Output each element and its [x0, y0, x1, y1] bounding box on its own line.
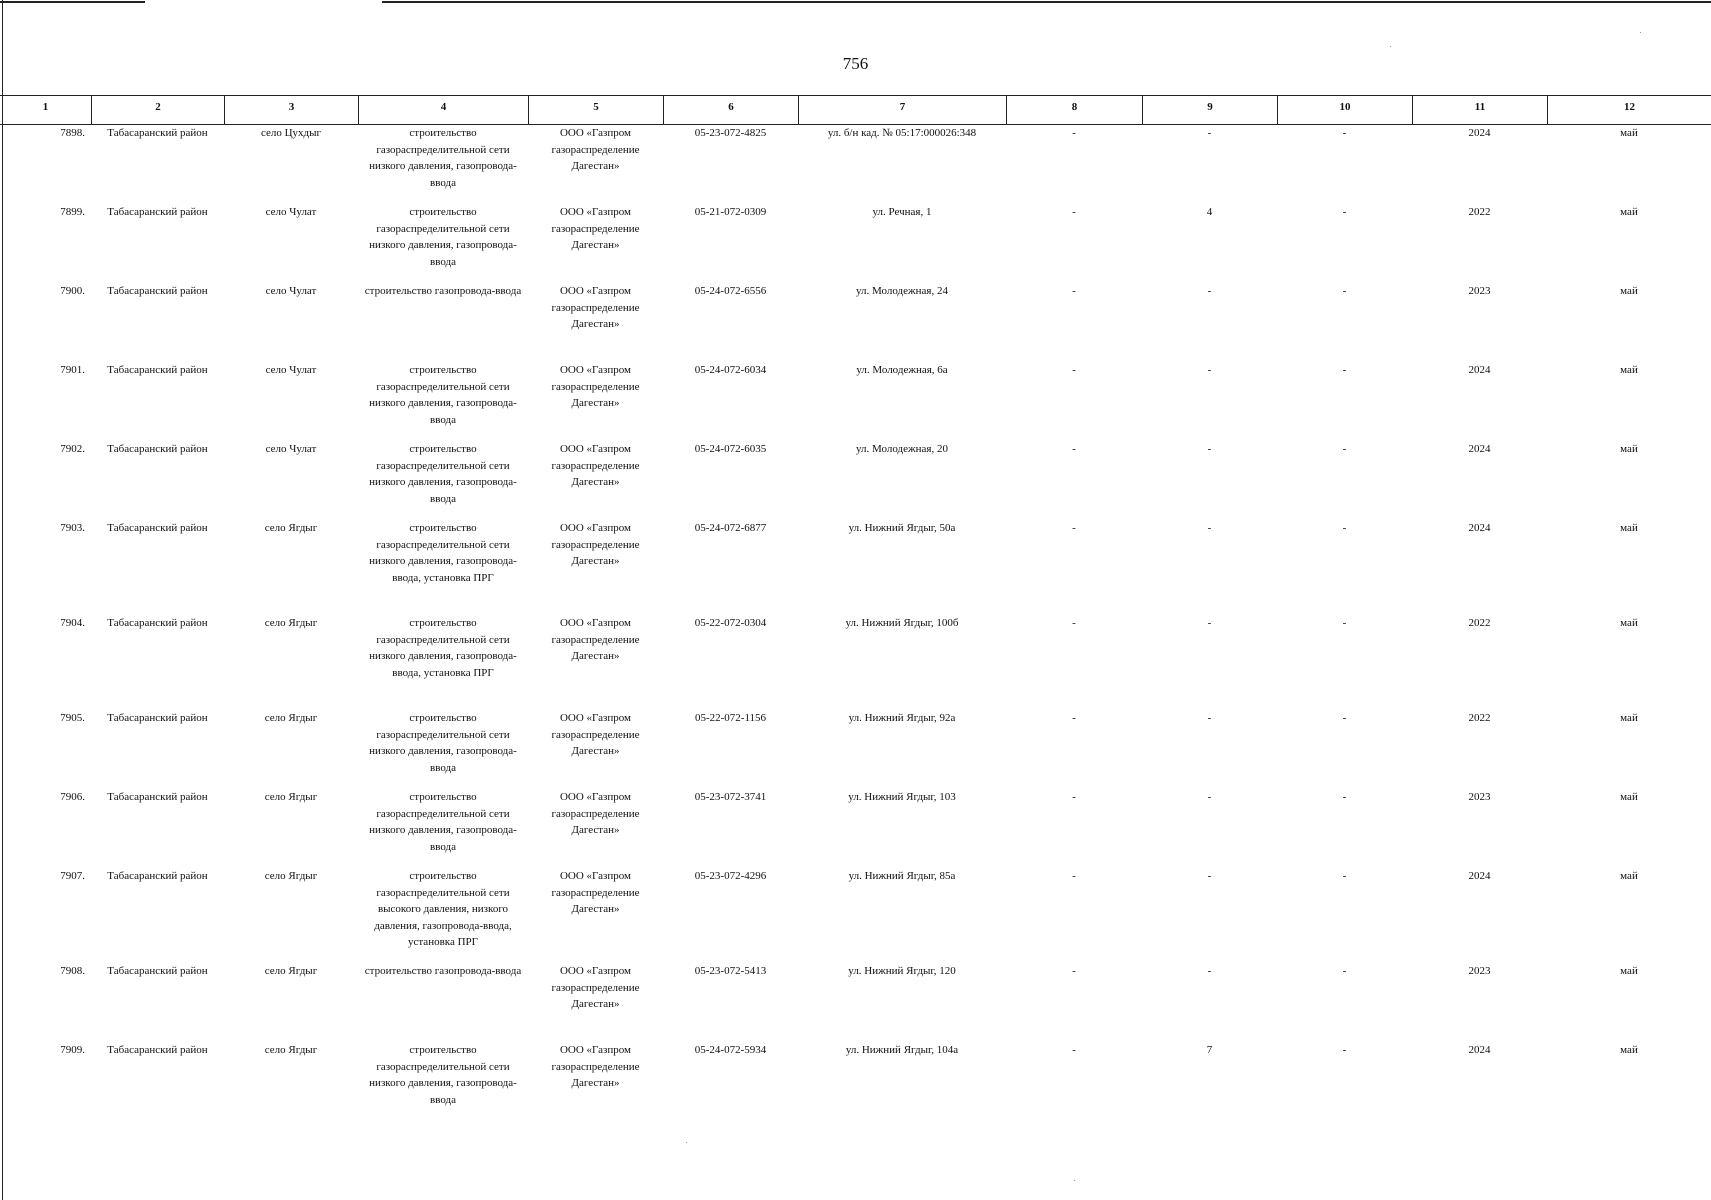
- cell-col-9: -: [1207, 791, 1212, 803]
- cell-organization: ООО «Газпром газораспределение Дагестан»: [551, 206, 640, 251]
- cell-col-10: -: [1342, 443, 1347, 455]
- cell-row-number: 7900.: [60, 285, 85, 297]
- cell-work-description: строительство газопровода-ввода: [364, 965, 522, 977]
- cell-district: Табасаранский район: [107, 870, 208, 882]
- cell-col-10: -: [1342, 712, 1347, 724]
- cell-year: 2024: [1468, 364, 1491, 376]
- cell-address: ул. Молодежная, 20: [856, 443, 948, 455]
- cell-row-number: 7908.: [60, 965, 85, 977]
- cell-application-code: 05-24-072-6034: [694, 364, 767, 376]
- cell-district: Табасаранский район: [107, 522, 208, 534]
- cell-district: Табасаранский район: [107, 127, 208, 139]
- column-header-8: 8: [1006, 96, 1142, 124]
- cell-district: Табасаранский район: [107, 965, 208, 977]
- cell-month: май: [1620, 712, 1638, 724]
- cell-district: Табасаранский район: [107, 791, 208, 803]
- cell-col-10: -: [1342, 364, 1347, 376]
- cell-month: май: [1620, 127, 1638, 139]
- cell-application-code: 05-24-072-5934: [694, 1044, 767, 1056]
- cell-col-8: -: [1072, 206, 1076, 218]
- cell-settlement: село Чулат: [265, 285, 317, 297]
- cell-month: май: [1620, 965, 1638, 977]
- cell-row-number: 7905.: [60, 712, 85, 724]
- cell-month: май: [1620, 617, 1638, 629]
- cell-settlement: село Ягдыг: [264, 617, 318, 629]
- cell-col-8: -: [1072, 965, 1076, 977]
- cell-col-10: -: [1342, 870, 1347, 882]
- top-rule: [382, 1, 1711, 3]
- cell-col-9: -: [1207, 617, 1212, 629]
- cell-application-code: 05-23-072-3741: [694, 791, 767, 803]
- cell-work-description: строительство газораспределительной сети низкого давления, газопровода-ввода, установка ПРГ: [369, 617, 517, 679]
- cell-address: ул. Речная, 1: [872, 206, 932, 218]
- cell-address: ул. Нижний Ягдыг, 85а: [848, 870, 956, 882]
- cell-settlement: село Чулат: [265, 206, 317, 218]
- cell-application-code: 05-21-072-0309: [694, 206, 767, 218]
- column-header-6: 6: [663, 96, 798, 124]
- cell-month: май: [1620, 870, 1638, 882]
- cell-year: 2024: [1468, 443, 1491, 455]
- cell-district: Табасаранский район: [107, 712, 208, 724]
- cell-organization: ООО «Газпром газораспределение Дагестан»: [551, 522, 640, 567]
- cell-row-number: 7906.: [60, 791, 85, 803]
- cell-month: май: [1620, 206, 1638, 218]
- cell-col-9: 4: [1206, 206, 1213, 218]
- cell-col-9: -: [1207, 870, 1212, 882]
- cell-col-8: -: [1072, 285, 1076, 297]
- cell-address: ул. Нижний Ягдыг, 120: [848, 965, 956, 977]
- cell-organization: ООО «Газпром газораспределение Дагестан»: [551, 1044, 640, 1089]
- cell-organization: ООО «Газпром газораспределение Дагестан»: [551, 965, 640, 1010]
- cell-address: ул. Нижний Ягдыг, 103: [848, 791, 956, 803]
- cell-settlement: село Ягдыг: [264, 1044, 318, 1056]
- cell-organization: ООО «Газпром газораспределение Дагестан»: [551, 443, 640, 488]
- cell-col-8: -: [1072, 443, 1076, 455]
- cell-year: 2023: [1468, 285, 1491, 297]
- cell-col-9: -: [1207, 965, 1212, 977]
- cell-address: ул. Молодежная, 6а: [856, 364, 948, 376]
- cell-settlement: село Ягдыг: [264, 965, 318, 977]
- page-left-edge: [2, 0, 3, 1200]
- cell-organization: ООО «Газпром газораспределение Дагестан»: [551, 364, 640, 409]
- cell-col-8: -: [1072, 617, 1076, 629]
- cell-col-8: -: [1072, 1044, 1076, 1056]
- cell-col-10: -: [1342, 1044, 1347, 1056]
- scan-speck: [686, 1142, 687, 1143]
- cell-organization: ООО «Газпром газораспределение Дагестан»: [551, 870, 640, 915]
- cell-work-description: строительство газораспределительной сети низкого давления, газопровода-ввода: [369, 364, 517, 426]
- top-rule: [0, 1, 145, 3]
- cell-district: Табасаранский район: [107, 617, 208, 629]
- cell-application-code: 05-24-072-6556: [694, 285, 767, 297]
- cell-col-10: -: [1342, 617, 1347, 629]
- cell-year: 2022: [1468, 206, 1491, 218]
- scan-speck: [1390, 46, 1391, 47]
- cell-district: Табасаранский район: [107, 364, 208, 376]
- cell-address: ул. Нижний Ягдыг, 92а: [848, 712, 956, 724]
- cell-district: Табасаранский район: [107, 206, 208, 218]
- cell-settlement: село Ягдыг: [264, 870, 318, 882]
- cell-col-9: 7: [1206, 1044, 1213, 1056]
- cell-col-10: -: [1342, 206, 1347, 218]
- cell-row-number: 7909.: [60, 1044, 85, 1056]
- cell-row-number: 7901.: [60, 364, 85, 376]
- cell-col-8: -: [1072, 791, 1076, 803]
- cell-col-8: -: [1072, 522, 1076, 534]
- cell-application-code: 05-23-072-5413: [694, 965, 767, 977]
- cell-organization: ООО «Газпром газораспределение Дагестан»: [551, 285, 640, 330]
- cell-col-10: -: [1342, 522, 1347, 534]
- cell-address: ул. Нижний Ягдыг, 104а: [845, 1044, 959, 1056]
- cell-row-number: 7903.: [60, 522, 85, 534]
- column-header-7: 7: [798, 96, 1006, 124]
- cell-application-code: 05-22-072-1156: [694, 712, 767, 724]
- cell-year: 2023: [1468, 791, 1491, 803]
- cell-month: май: [1620, 364, 1638, 376]
- cell-year: 2024: [1468, 870, 1491, 882]
- cell-col-9: -: [1207, 522, 1212, 534]
- cell-col-8: -: [1072, 127, 1076, 139]
- column-header-1: 1: [42, 101, 49, 113]
- cell-col-9: -: [1207, 364, 1212, 376]
- cell-address: ул. Нижний Ягдыг, 100б: [845, 617, 959, 629]
- cell-row-number: 7907.: [60, 870, 85, 882]
- cell-settlement: село Ягдыг: [264, 791, 318, 803]
- column-header-4: 4: [358, 96, 528, 124]
- cell-month: май: [1620, 1044, 1638, 1056]
- cell-settlement: село Чулат: [265, 364, 317, 376]
- cell-application-code: 05-22-072-0304: [694, 617, 767, 629]
- cell-district: Табасаранский район: [107, 443, 208, 455]
- column-header-10: 10: [1277, 96, 1412, 124]
- cell-col-10: -: [1342, 285, 1347, 297]
- cell-settlement: село Цухдыг: [260, 127, 322, 139]
- cell-year: 2022: [1468, 712, 1491, 724]
- cell-year: 2022: [1468, 617, 1491, 629]
- cell-address: ул. Нижний Ягдыг, 50а: [848, 522, 956, 534]
- cell-year: 2024: [1468, 1044, 1491, 1056]
- scan-speck: [1074, 1180, 1075, 1181]
- cell-col-10: -: [1342, 127, 1347, 139]
- table-header: [0, 95, 1711, 125]
- cell-col-8: -: [1072, 870, 1076, 882]
- cell-application-code: 05-24-072-6035: [694, 443, 767, 455]
- cell-organization: ООО «Газпром газораспределение Дагестан»: [551, 127, 640, 172]
- cell-address: ул. Молодежная, 24: [856, 285, 948, 297]
- column-header-3: 3: [224, 96, 358, 124]
- cell-col-10: -: [1342, 791, 1347, 803]
- column-header-11: 11: [1412, 96, 1547, 124]
- cell-work-description: строительство газопровода-ввода: [364, 285, 522, 297]
- page-number: 756: [842, 54, 869, 73]
- cell-district: Табасаранский район: [107, 285, 208, 297]
- column-header-9: 9: [1142, 96, 1277, 124]
- cell-col-9: -: [1207, 127, 1212, 139]
- cell-application-code: 05-23-072-4296: [694, 870, 767, 882]
- column-header-2: 2: [91, 96, 224, 124]
- cell-month: май: [1620, 791, 1638, 803]
- cell-work-description: строительство газораспределительной сети низкого давления, газопровода-ввода: [369, 127, 517, 189]
- scan-speck: [1640, 32, 1641, 33]
- cell-work-description: строительство газораспределительной сети низкого давления, газопровода-ввода: [369, 206, 517, 268]
- cell-address: ул. б/н кад. № 05:17:000026:348: [827, 127, 977, 139]
- column-header-5: 5: [528, 96, 663, 124]
- cell-col-8: -: [1072, 712, 1076, 724]
- cell-work-description: строительство газораспределительной сети низкого давления, газопровода-ввода: [369, 1044, 517, 1106]
- cell-month: май: [1620, 443, 1638, 455]
- cell-work-description: строительство газораспределительной сети низкого давления, газопровода-ввода: [369, 443, 517, 505]
- cell-settlement: село Чулат: [265, 443, 317, 455]
- cell-settlement: село Ягдыг: [264, 712, 318, 724]
- column-header-12: 12: [1547, 96, 1711, 124]
- cell-work-description: строительство газораспределительной сети низкого давления, газопровода-ввода: [369, 712, 517, 774]
- cell-organization: ООО «Газпром газораспределение Дагестан»: [551, 617, 640, 662]
- cell-col-9: -: [1207, 285, 1212, 297]
- cell-organization: ООО «Газпром газораспределение Дагестан»: [551, 791, 640, 836]
- cell-district: Табасаранский район: [107, 1044, 208, 1056]
- cell-row-number: 7898.: [60, 127, 85, 139]
- cell-year: 2023: [1468, 965, 1491, 977]
- cell-col-9: -: [1207, 712, 1212, 724]
- cell-application-code: 05-23-072-4825: [694, 127, 767, 139]
- cell-year: 2024: [1468, 522, 1491, 534]
- cell-organization: ООО «Газпром газораспределение Дагестан»: [551, 712, 640, 757]
- cell-month: май: [1620, 285, 1638, 297]
- cell-col-9: -: [1207, 443, 1212, 455]
- cell-work-description: строительство газораспределительной сети высокого давления, низкого давления, газопровода-ввода, установка ПРГ: [374, 870, 512, 948]
- cell-col-10: -: [1342, 965, 1347, 977]
- cell-month: май: [1620, 522, 1638, 534]
- cell-row-number: 7902.: [60, 443, 85, 455]
- cell-row-number: 7904.: [60, 617, 85, 629]
- cell-settlement: село Ягдыг: [264, 522, 318, 534]
- cell-application-code: 05-24-072-6877: [694, 522, 767, 534]
- cell-year: 2024: [1468, 127, 1491, 139]
- cell-col-8: -: [1072, 364, 1076, 376]
- cell-work-description: строительство газораспределительной сети низкого давления, газопровода-ввода, установка ПРГ: [369, 522, 517, 584]
- cell-work-description: строительство газораспределительной сети низкого давления, газопровода-ввода: [369, 791, 517, 853]
- cell-row-number: 7899.: [60, 206, 85, 218]
